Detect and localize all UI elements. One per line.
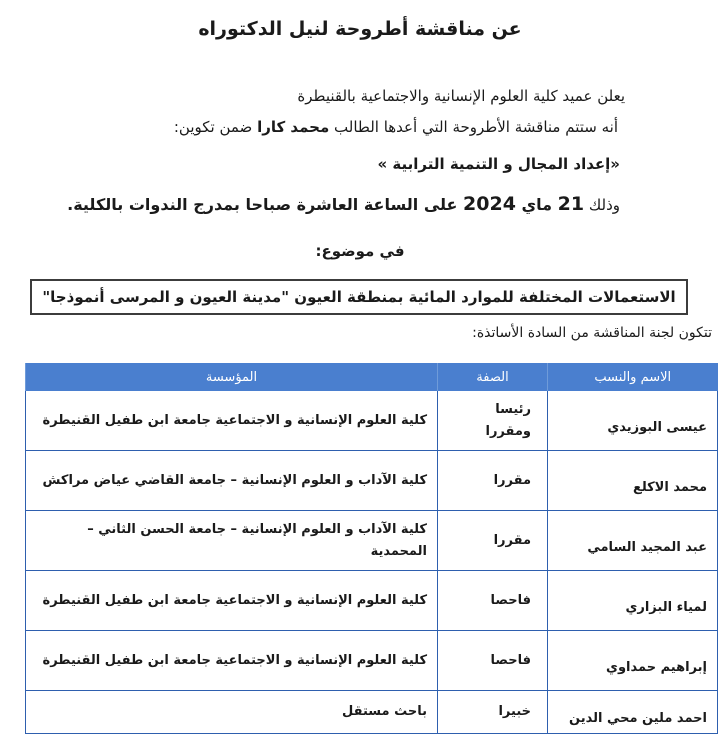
member-institution: كلية العلوم الإنسانية و الاجتماعية جامعة ابن طفيل القنيطرة: [26, 391, 438, 451]
member-institution: كلية العلوم الإنسانية و الاجتماعية جامعة ابن طفيل القنيطرة: [26, 571, 438, 631]
announcement-title: عن مناقشة أطروحة لنيل الدكتوراه: [198, 18, 522, 40]
student-intro: أنه ستتم مناقشة الأطروحة التي أعدها الطالب: [329, 118, 618, 136]
date-month: ماي: [515, 195, 558, 214]
announcement-line-student: [174, 118, 618, 136]
header-institution: المؤسسة: [26, 363, 438, 391]
table-row: [26, 451, 718, 511]
member-name: إبراهيم حمداوي: [548, 631, 718, 691]
date-day: 21: [557, 193, 585, 215]
member-name: عيسى البوزيدي: [548, 391, 718, 451]
thesis-topic: الاستعمالات المختلفة للموارد المائية بمنطقة العيون "مدينة العيون و المرسى أنموذجا": [42, 288, 676, 306]
committee-intro: تتكون لجنة المناقشة من السادة الأساتذة:: [472, 325, 712, 341]
thesis-topic-box: [30, 279, 688, 315]
member-institution: كلية الآداب و العلوم الإنسانية – جامعة القاضي عياض مراكش: [26, 451, 438, 511]
table-row: [26, 511, 718, 571]
table-row: [26, 391, 718, 451]
header-role: الصفة: [438, 363, 548, 391]
topic-label: في موضوع:: [315, 242, 405, 260]
member-role: خبيرا: [438, 691, 548, 734]
member-role: مقررا: [438, 451, 548, 511]
table-row: [26, 631, 718, 691]
member-role: مقررا: [438, 511, 548, 571]
announcement-line-dean: يعلن عميد كلية العلوم الإنسانية والاجتماعية بالقنيطرة: [297, 87, 625, 105]
member-role: رئيسا ومقررا: [438, 391, 548, 451]
member-name: احمد ملين محي الدين: [548, 691, 718, 734]
table-row: [26, 691, 718, 734]
member-name: لمياء البزاري: [548, 571, 718, 631]
header-name: الاسم والنسب: [548, 363, 718, 391]
table-header-row: [26, 363, 718, 391]
member-name: عبد المجيد السامي: [548, 511, 718, 571]
member-institution: كلية العلوم الإنسانية و الاجتماعية جامعة ابن طفيل القنيطرة: [26, 631, 438, 691]
member-institution: كلية الآداب و العلوم الإنسانية – جامعة الحسن الثاني – المحمدية: [26, 511, 438, 571]
member-role: فاحصا: [438, 631, 548, 691]
date-venue: على الساعة العاشرة صباحا بمدرج الندوات بالكلية.: [67, 195, 464, 214]
table-row: [26, 571, 718, 631]
committee-table: [25, 363, 718, 734]
date-year: 2024: [463, 193, 516, 215]
member-role: فاحصا: [438, 571, 548, 631]
student-name: محمد كارا: [257, 118, 330, 136]
program-intro: ضمن تكوين:: [173, 118, 258, 136]
member-name: محمد الاكلع: [548, 451, 718, 511]
date-prefix: وذلك: [584, 196, 620, 214]
program-name: «إعداد المجال و التنمية الترابية »: [377, 155, 620, 173]
member-institution: باحث مستقل: [26, 691, 438, 734]
announcement-line-date: [67, 193, 620, 215]
